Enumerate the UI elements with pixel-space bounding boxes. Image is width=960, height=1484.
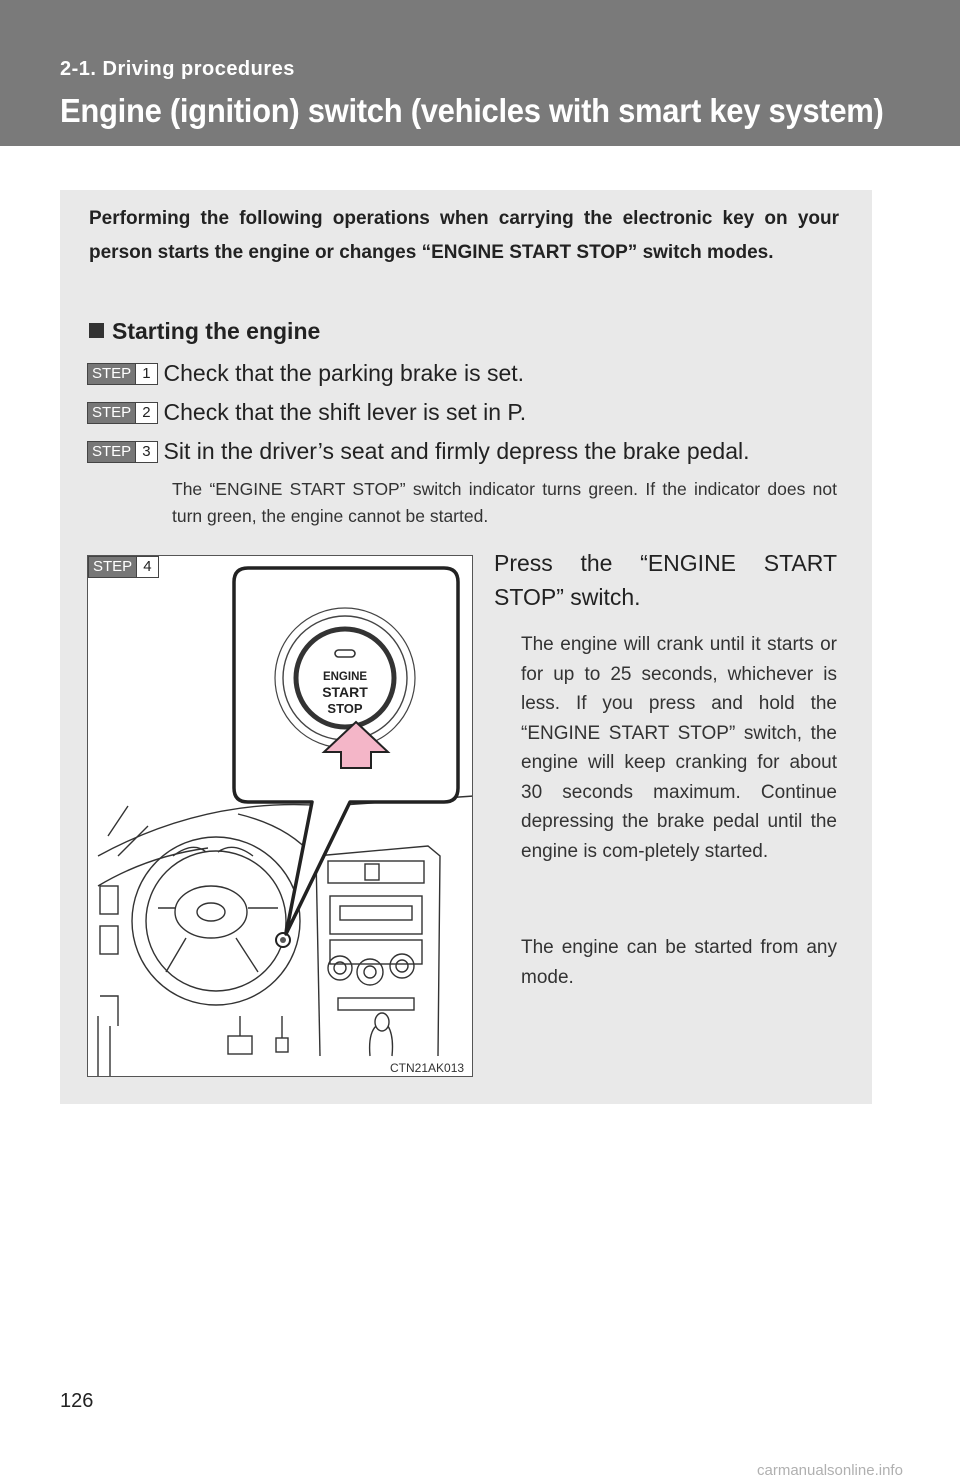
step-badge [87, 363, 158, 385]
step-text: Check that the parking brake is set. [163, 360, 525, 386]
step-3 [87, 438, 749, 465]
figure-code: CTN21AK013 [390, 1061, 465, 1075]
subheading [89, 318, 320, 345]
step-2 [87, 399, 526, 426]
button-label-line-1: ENGINE [322, 671, 368, 683]
page-number: 126 [60, 1390, 94, 1412]
dashboard-drawing [88, 556, 473, 1077]
square-bullet-icon [89, 323, 104, 338]
step-4-note-2: The engine can be started from any mode. [521, 937, 837, 988]
watermark: carmanualsonline.info [757, 1462, 903, 1479]
step-badge [87, 441, 158, 463]
step-badge-number: 4 [136, 557, 157, 577]
engine-switch-illustration [87, 555, 473, 1077]
page-title: Engine (ignition) switch (vehicles with smart key system) [60, 92, 884, 130]
step-badge-number: 3 [135, 442, 156, 462]
page-header [0, 0, 960, 146]
step-text: Check that the shift lever is set in P. [163, 399, 527, 425]
button-label-line-2: START [322, 684, 368, 700]
step-badge-word: STEP [88, 364, 135, 384]
step-badge-word: STEP [88, 403, 135, 423]
step-badge-word: STEP [88, 442, 135, 462]
step-4-note: The engine will crank until it starts or for up to 25 seconds, whichever is less. If you press and hold the “ENGINE START STOP” switch, the engine will keep cranking for about 30 seconds maximum. Continue depressing the brake pedal until the engine is com-pletely started. [521, 634, 837, 862]
intro-paragraph: Performing the following operations when carrying the electronic key on your person starts the engine or changes “ENGINE START STOP” switch modes. [89, 208, 839, 263]
step-1 [87, 360, 524, 387]
section-label: 2-1. Driving procedures [60, 58, 295, 80]
subheading-text: Starting the engine [112, 318, 321, 344]
step-badge-word: STEP [89, 557, 136, 577]
button-label-line-3: STOP [327, 701, 363, 716]
step-4-text: Press the “ENGINE START STOP” switch. [494, 550, 837, 610]
step-badge [88, 556, 159, 578]
step-badge-number: 1 [135, 364, 156, 384]
step-3-note: The “ENGINE START STOP” switch indicator turns green. If the indicator does not turn green, the engine cannot be started. [172, 479, 837, 526]
step-badge [87, 402, 158, 424]
step-badge-number: 2 [135, 403, 156, 423]
step-text: Sit in the driver’s seat and firmly depress the brake pedal. [163, 438, 750, 464]
